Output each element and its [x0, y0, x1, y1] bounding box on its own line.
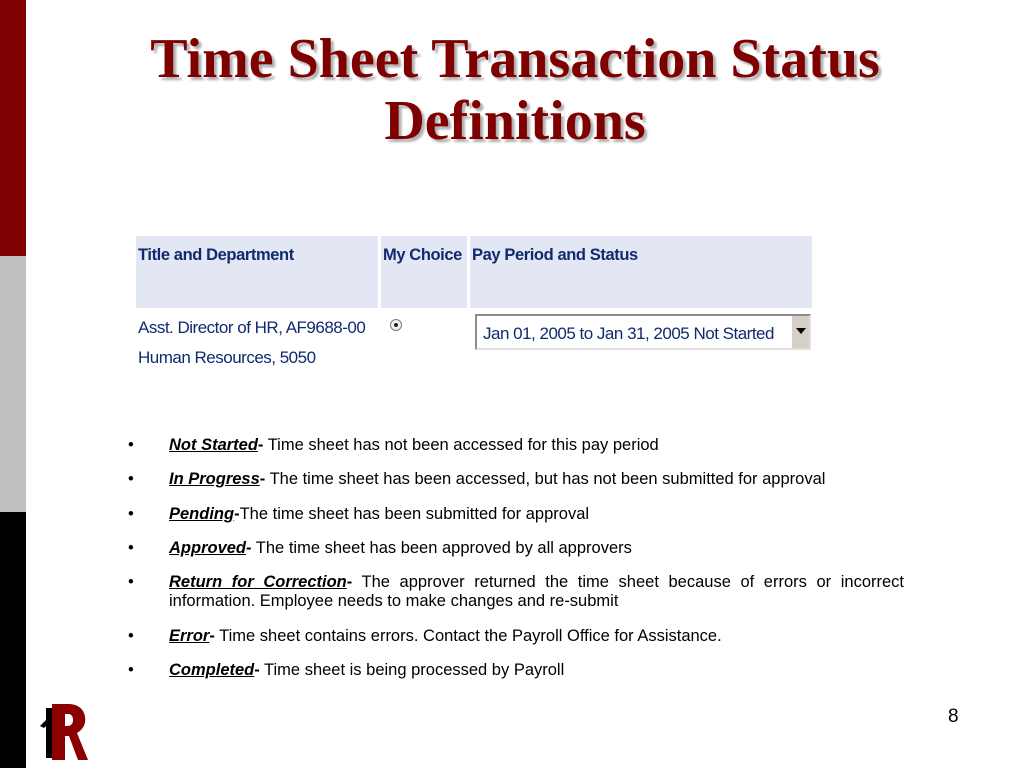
- definition-item-not-started: [128, 436, 904, 455]
- definition-term: Completed: [169, 661, 255, 679]
- status-definitions-list: [128, 436, 904, 680]
- definition-separator: -: [259, 470, 266, 488]
- column-header-label: Title and Department: [138, 246, 294, 264]
- r-logo-icon: [38, 700, 88, 762]
- definition-item-pending: [128, 505, 904, 524]
- definition-text: The approver returned the time sheet because of errors or incorrect information. Employee needs to make changes and re-submit: [169, 573, 904, 610]
- definition-separator: -: [209, 627, 215, 645]
- definition-item-approved: [128, 539, 904, 558]
- definition-text: The time sheet has been approved by all approvers: [251, 539, 632, 557]
- slide-title: Time Sheet Transaction Status Definitions: [150, 28, 880, 152]
- definition-term: Return for Correction: [169, 573, 347, 591]
- department-title-line: Asst. Director of HR, AF9688-00: [138, 318, 366, 337]
- definition-text: The time sheet has been submitted for approval: [239, 505, 590, 523]
- definition-separator: -: [254, 661, 260, 679]
- definition-text: Time sheet contains errors. Contact the Payroll Office for Assistance.: [214, 627, 722, 645]
- definition-item-return-for-correction: [128, 573, 904, 611]
- column-header-title-department: [136, 236, 378, 308]
- timesheet-screenshot: [136, 236, 812, 376]
- definition-item-in-progress: [128, 470, 904, 489]
- column-header-my-choice: [381, 236, 467, 308]
- side-bar-gray: [0, 256, 26, 512]
- definition-separator: -: [346, 573, 353, 591]
- definition-separator: -: [246, 539, 252, 557]
- definition-term: Not Started: [169, 436, 258, 454]
- column-header-label: Pay Period and Status: [472, 246, 638, 264]
- side-bar-red: [0, 0, 26, 256]
- department-name-line: Human Resources, 5050: [138, 348, 316, 367]
- side-bar-black: [0, 512, 26, 768]
- definition-text: The time sheet has been accessed, but has not been submitted for approval: [265, 470, 826, 488]
- column-header-pay-period-status: [470, 236, 812, 308]
- definition-term: In Progress: [169, 470, 260, 488]
- definition-item-error: [128, 627, 904, 646]
- definition-term: Pending: [169, 505, 235, 523]
- definition-text: Time sheet has not been accessed for this pay period: [263, 436, 659, 454]
- definition-term: Approved: [169, 539, 247, 557]
- my-choice-radio[interactable]: [390, 319, 402, 331]
- definition-separator: -: [257, 436, 264, 454]
- pay-period-select[interactable]: [475, 314, 811, 350]
- definition-term: Error: [169, 627, 210, 645]
- definition-item-completed: [128, 661, 904, 680]
- pay-period-select-value: Jan 01, 2005 to Jan 31, 2005 Not Started: [483, 324, 774, 343]
- definition-text: Time sheet is being processed by Payroll: [259, 661, 565, 679]
- page-number: 8: [948, 706, 959, 727]
- chevron-down-icon[interactable]: [791, 316, 809, 348]
- column-header-label: My Choice: [383, 246, 462, 264]
- definition-separator: -: [234, 505, 240, 523]
